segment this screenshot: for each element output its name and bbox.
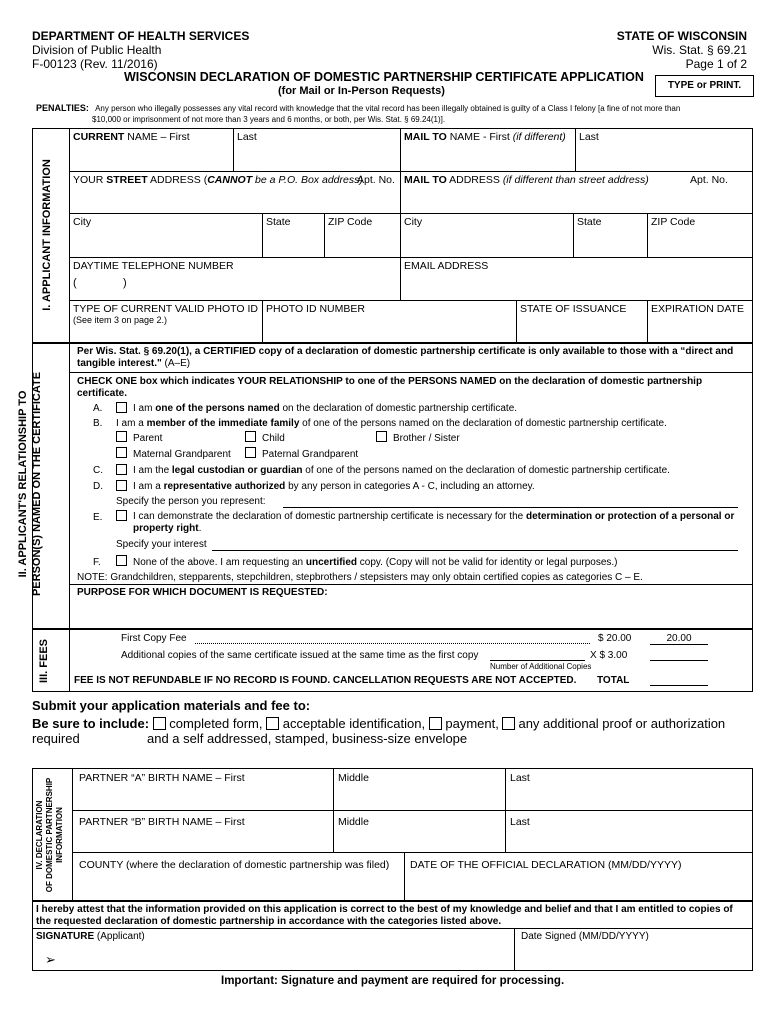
- penalties-notice: [36, 103, 756, 125]
- option-e-letter: E.: [93, 512, 103, 523]
- signature-input[interactable]: [62, 945, 510, 969]
- street-address-label: YOUR STREET ADDRESS (CANNOT be a P.O. Box address): [73, 174, 363, 186]
- section-4-title-line3: INFORMATION: [55, 807, 64, 863]
- state-name: STATE OF WISCONSIN: [616, 29, 747, 43]
- declaration-date-input[interactable]: [406, 873, 751, 899]
- mail-apt-no-label: Apt. No.: [690, 174, 728, 186]
- apt-no-label: Apt. No.: [357, 174, 395, 186]
- completed-form-checkbox[interactable]: [153, 717, 166, 730]
- important-footer: Important: Signature and payment are required for processing.: [221, 975, 565, 987]
- option-b-letter: B.: [93, 418, 103, 429]
- option-e-text: I can demonstrate the declaration of domestic partnership certificate is necessary for the determination or protection of a personal or property right.: [133, 511, 735, 534]
- mail-to-last-label: Last: [579, 131, 599, 143]
- state-input[interactable]: [264, 230, 322, 255]
- statute: Wis. Stat. § 69.21: [652, 43, 747, 57]
- expiration-date-input[interactable]: [649, 317, 751, 341]
- mail-state-input[interactable]: [575, 230, 645, 255]
- option-c-checkbox[interactable]: [116, 464, 127, 475]
- division-name: Division of Public Health: [32, 43, 162, 57]
- signature-arrow-icon: ➢: [45, 952, 56, 967]
- include-label: Be sure to include:: [32, 716, 150, 731]
- partner-b-middle-label: Middle: [338, 816, 369, 828]
- partner-a-first-input[interactable]: [74, 786, 331, 808]
- mail-to-last-input[interactable]: [577, 145, 751, 169]
- option-d-text: I am a representative authorized by any person in categories A - C, including an attorney.: [133, 481, 535, 492]
- page-number: Page 1 of 2: [685, 57, 747, 71]
- county-label: COUNTY (where the declaration of domestic partnership was filed): [79, 859, 390, 871]
- option-a-text: I am one of the persons named on the declaration of domestic partnership certificate.: [133, 403, 518, 414]
- additional-copies-price: X $ 3.00: [590, 650, 628, 661]
- option-f-letter: F.: [93, 557, 101, 568]
- partner-a-last-label: Last: [510, 772, 530, 784]
- option-d-checkbox[interactable]: [116, 480, 127, 491]
- penalties-text-cont: $10,000 or imprisonment of not more than 3 years and 6 months, or both, per Wis. Stat. § 69.24(1)].: [92, 115, 446, 124]
- maternal-grandparent-checkbox[interactable]: [116, 447, 127, 458]
- grandchildren-note: NOTE: Grandchildren, stepparents, stepchildren, stepbrothers / stepsisters may only obtain certified copies as categories C – E.: [77, 572, 643, 583]
- mail-zip-label: ZIP Code: [651, 216, 696, 228]
- phone-paren-close: ): [123, 277, 127, 289]
- county-input[interactable]: [74, 873, 402, 899]
- zip-label: ZIP Code: [328, 216, 373, 228]
- photo-id-number-input[interactable]: [264, 317, 514, 341]
- option-a-checkbox[interactable]: [116, 402, 127, 413]
- mail-state-label: State: [577, 216, 602, 228]
- state-of-issuance-input[interactable]: [518, 317, 645, 341]
- partner-b-middle-input[interactable]: [335, 830, 503, 850]
- partner-b-last-label: Last: [510, 816, 530, 828]
- total-label: TOTAL: [597, 675, 630, 686]
- additional-copies-count-input[interactable]: [490, 660, 585, 661]
- section-4-title-line1: IV. DECLARATION: [35, 800, 44, 870]
- partner-a-first-label: PARTNER “A” BIRTH NAME – First: [79, 772, 245, 784]
- partner-a-middle-label: Middle: [338, 772, 369, 784]
- child-checkbox[interactable]: [245, 431, 256, 442]
- street-address-input[interactable]: [70, 188, 398, 211]
- city-input[interactable]: [70, 230, 260, 255]
- first-copy-fee-amount: $ 20.00: [598, 633, 632, 644]
- specify-interest-label: Specify your interest: [116, 539, 207, 550]
- identification-checkbox[interactable]: [266, 717, 279, 730]
- state-label: State: [266, 216, 291, 228]
- email-label: EMAIL ADDRESS: [404, 260, 489, 272]
- current-name-first-label: CURRENT NAME – First: [73, 131, 190, 143]
- payment-label: payment,: [445, 716, 499, 731]
- option-a-letter: A.: [93, 403, 103, 414]
- submit-heading: Submit your application materials and fee to:: [32, 698, 311, 713]
- mail-to-name-label: MAIL TO NAME - First (if different): [404, 131, 566, 143]
- identification-label: acceptable identification,: [282, 716, 426, 731]
- partner-a-last-input[interactable]: [507, 786, 751, 808]
- partner-a-middle-input[interactable]: [335, 786, 503, 808]
- check-one-instruction: CHECK ONE box which indicates YOUR RELATIONSHIP to one of the PERSONS NAMED on the declaration of domestic partnership certificate.: [77, 376, 703, 399]
- mail-zip-input[interactable]: [649, 230, 751, 255]
- specify-person-input[interactable]: [283, 507, 738, 508]
- email-input[interactable]: [402, 274, 751, 298]
- section-4-title-line2: OF DOMESTIC PARTNERSHIP: [45, 777, 54, 893]
- additional-proof-label: any additional proof or authorization required: [32, 716, 726, 746]
- date-signed-input[interactable]: [518, 945, 751, 969]
- photo-id-see-note: (See item 3 on page 2.): [73, 315, 168, 325]
- signature-label: SIGNATURE (Applicant): [36, 931, 145, 942]
- payment-checkbox[interactable]: [429, 717, 442, 730]
- option-f-checkbox[interactable]: [116, 555, 127, 566]
- partner-b-first-input[interactable]: [74, 830, 331, 850]
- paternal-grandparent-label: Paternal Grandparent: [262, 449, 359, 460]
- first-copy-fee-total: 20.00: [650, 633, 708, 645]
- first-copy-fee-label: First Copy Fee: [121, 633, 187, 644]
- nonrefundable-notice: FEE IS NOT REFUNDABLE IF NO RECORD IS FOUND. CANCELLATION REQUESTS ARE NOT ACCEPTED.: [74, 675, 577, 686]
- section-2-title-line2: PERSON(S) NAMED ON THE CERTIFICATE: [31, 371, 43, 597]
- option-c-text: I am the legal custodian or guardian of one of the persons named on the declaration of domestic partnership certificate.: [133, 465, 670, 476]
- form-number: F-00123 (Rev. 11/2016): [32, 57, 158, 71]
- partner-b-last-input[interactable]: [507, 830, 751, 850]
- parent-checkbox[interactable]: [116, 431, 127, 442]
- photo-id-type-label: TYPE OF CURRENT VALID PHOTO ID: [73, 303, 258, 315]
- completed-form-label: completed form,: [169, 716, 263, 731]
- current-name-last-input[interactable]: [235, 145, 398, 169]
- phone-input[interactable]: [78, 274, 396, 296]
- mail-city-label: City: [404, 216, 423, 228]
- mail-to-address-label: MAIL TO ADDRESS (if different than street address): [404, 174, 649, 186]
- form-title: WISCONSIN DECLARATION OF DOMESTIC PARTNERSHIP CERTIFICATE APPLICATION: [124, 70, 644, 84]
- section-4-title: [35, 770, 71, 900]
- department-name: DEPARTMENT OF HEALTH SERVICES: [32, 29, 250, 43]
- specify-interest-input[interactable]: [212, 550, 738, 551]
- specify-person-label: Specify the person you represent:: [116, 496, 266, 507]
- type-or-print-label: TYPE or PRINT.: [667, 80, 742, 91]
- sibling-checkbox[interactable]: [376, 431, 387, 442]
- penalties-label: PENALTIES:: [36, 103, 89, 113]
- current-name-first-input[interactable]: [70, 145, 230, 169]
- section-1-title: I. APPLICANT INFORMATION: [41, 159, 53, 311]
- mail-to-first-input[interactable]: [402, 145, 573, 169]
- maternal-grandparent-label: Maternal Grandparent: [133, 449, 231, 460]
- section-2-title-line1: II. APPLICANT'S RELATIONSHIP TO: [17, 390, 29, 578]
- mail-to-address-input[interactable]: [402, 188, 751, 211]
- photo-id-type-input[interactable]: [70, 326, 260, 342]
- date-signed-label: Date Signed (MM/DD/YYYY): [521, 931, 649, 942]
- form-subtitle: (for Mail or In-Person Requests): [278, 85, 445, 97]
- current-name-last-label: Last: [237, 131, 257, 143]
- purpose-label: PURPOSE FOR WHICH DOCUMENT IS REQUESTED:: [77, 587, 328, 598]
- additional-copies-total-input[interactable]: [650, 660, 708, 661]
- phone-paren-open: (: [73, 277, 77, 289]
- state-of-issuance-label: STATE OF ISSUANCE: [520, 303, 627, 315]
- additional-copies-label: Additional copies of the same certificate issued at the same time as the first copy: [121, 650, 479, 661]
- mail-city-input[interactable]: [402, 230, 571, 255]
- section-3-title: III. FEES: [38, 639, 50, 684]
- attestation-text: I hereby attest that the information provided on this application is correct to the best of my knowledge and belief and that I am entitled to copies of the requested declaration of domestic partnership in accordance with the categories listed above.: [36, 904, 733, 927]
- option-c-letter: C.: [93, 465, 103, 476]
- number-of-copies-caption: Number of Additional Copies: [490, 662, 592, 671]
- paternal-grandparent-checkbox[interactable]: [245, 447, 256, 458]
- option-e-checkbox[interactable]: [116, 510, 127, 521]
- penalties-text: Any person who illegally possesses any vital record with knowledge that the vital record has been illegally obtained is guilty of a Class I felony [a fine of not more than: [95, 104, 681, 113]
- phone-label: DAYTIME TELEPHONE NUMBER: [73, 260, 234, 272]
- envelope-item: and a self addressed, stamped, business-size envelope: [147, 731, 468, 746]
- option-d-letter: D.: [93, 481, 103, 492]
- section-2-title: [16, 359, 44, 609]
- option-f-text: None of the above. I am requesting an uncertified copy. (Copy will not be valid for identity or legal purposes.): [133, 557, 618, 568]
- partner-b-first-label: PARTNER “B” BIRTH NAME – First: [79, 816, 245, 828]
- zip-input[interactable]: [326, 230, 398, 255]
- direct-tangible-interest-note: Per Wis. Stat. § 69.20(1), a CERTIFIED copy of a declaration of domestic partnership certificate is only available to those with a “direct and tangible interest." (A–E): [77, 346, 734, 369]
- expiration-date-label: EXPIRATION DATE: [651, 303, 744, 315]
- child-label: Child: [262, 433, 285, 444]
- additional-proof-checkbox[interactable]: [502, 717, 515, 730]
- city-label: City: [73, 216, 92, 228]
- parent-label: Parent: [133, 433, 163, 444]
- sibling-label: Brother / Sister: [393, 433, 460, 444]
- type-or-print-box: [655, 75, 754, 97]
- purpose-input[interactable]: [77, 600, 747, 626]
- photo-id-number-label: PHOTO ID NUMBER: [266, 303, 365, 315]
- option-b-text: I am a member of the immediate family of one of the persons named on the declaration of domestic partnership certificate.: [116, 418, 667, 429]
- declaration-date-label: DATE OF THE OFFICIAL DECLARATION (MM/DD/YYYY): [410, 859, 682, 871]
- total-input[interactable]: [650, 685, 708, 686]
